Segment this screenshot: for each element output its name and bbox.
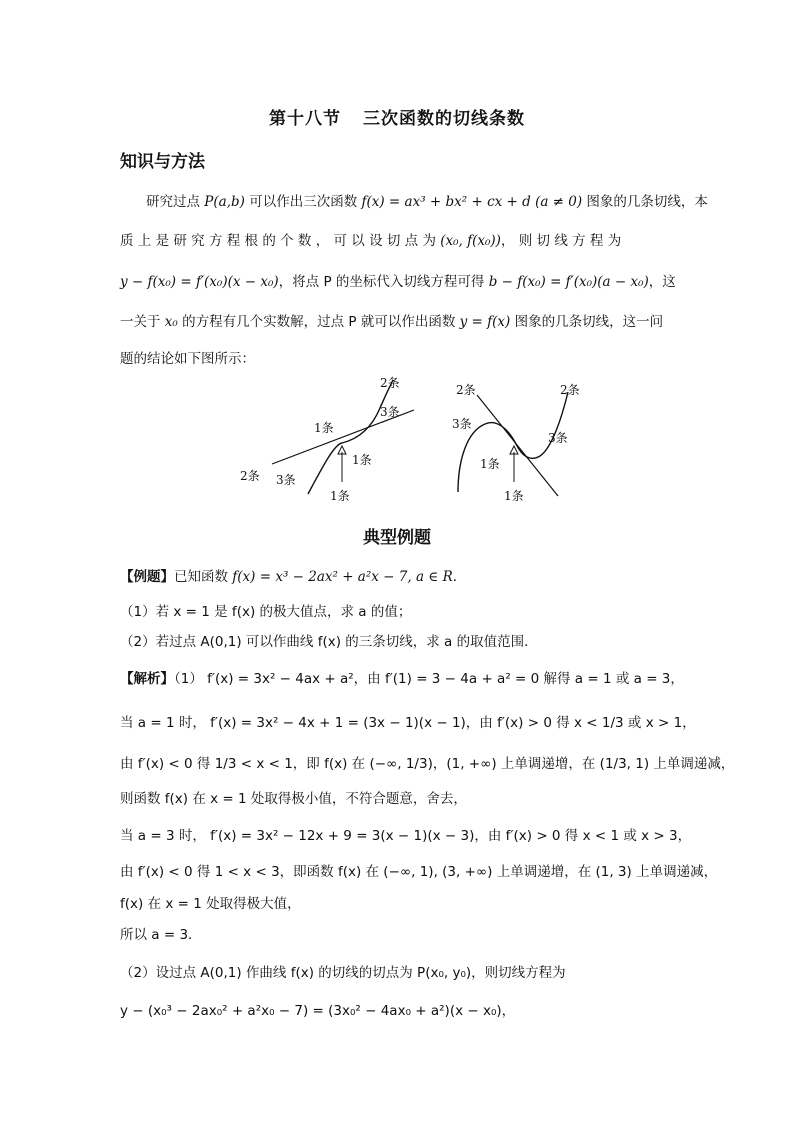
intro-math: f(x) = ax³ + bx² + cx + d (a ≠ 0) xyxy=(361,194,583,210)
left-label-upper-mid: 1条 xyxy=(314,421,334,435)
page-title xyxy=(0,104,794,129)
intro-line-4 xyxy=(120,312,676,332)
title-text: 三次函数的切线条数 xyxy=(363,109,525,129)
solution-line-9: （2）设过点 A(0,1) 作曲线 f(x) 的切线的切点为 P(x₀, y₀)，则切线方程为 xyxy=(120,965,566,981)
right-diagram xyxy=(452,383,580,503)
solution-line-7: f(x) 在 x = 1 处取得极大值， xyxy=(120,896,301,912)
intro-text: 质 上 是 研 究 方 程 根 的 个 数 ， 可 以 设 切 点 为 xyxy=(120,233,441,249)
example-head: 【例题】 xyxy=(120,569,174,585)
intro-math: y − f(x₀) = f′(x₀)(x − x₀) xyxy=(120,274,279,290)
intro-math: x₀ xyxy=(164,314,178,330)
intro-math: y = f(x) xyxy=(459,314,511,330)
right-label-top-left: 2条 xyxy=(456,383,476,397)
solution-text: （1） f′(x) = 3x² − 4ax + a²，由 f′(1) = 3 − 4a + a² = 0 解得 a = 1 或 a = 3， xyxy=(174,671,684,687)
intro-math: P(a,b) xyxy=(204,194,245,210)
section-heading-knowledge: 知识与方法 xyxy=(120,152,205,172)
example-text: 已知函数 xyxy=(174,569,233,585)
left-cubic-curve xyxy=(308,380,393,494)
section-heading-examples: 典型例题 xyxy=(363,528,431,548)
left-label-bottom: 1条 xyxy=(330,489,350,503)
right-label-bottom: 1条 xyxy=(504,489,524,503)
intro-line-1 xyxy=(146,192,708,212)
solution-line-5: 当 a = 3 时， f′(x) = 3x² − 12x + 9 = 3(x − 1)(x − 3)，由 f′(x) > 0 得 x < 1 或 x > 3， xyxy=(120,828,692,844)
intro-text: 图象的几条切线，本 xyxy=(582,194,708,210)
example-math: f(x) = x³ − 2ax² + a²x − 7, a ∈ R xyxy=(232,569,453,585)
intro-text: 一关于 xyxy=(120,314,165,330)
left-label-lower-left: 3条 xyxy=(276,473,296,487)
intro-text: 图象的几条切线，这一问 xyxy=(510,314,664,330)
right-label-top-right: 2条 xyxy=(560,383,580,397)
intro-line-3 xyxy=(120,272,676,292)
solution-line-4: 则函数 f(x) 在 x = 1 处取得极小值，不符合题意，舍去， xyxy=(120,791,467,807)
left-label-lower-right: 1条 xyxy=(352,453,372,467)
intro-math: (x₀, f(x₀)) xyxy=(440,233,501,249)
solution-head: 【解析】 xyxy=(120,671,174,687)
intro-line-2 xyxy=(120,231,676,251)
intro-text: ，将点 P 的坐标代入切线方程可得 xyxy=(278,274,489,290)
intro-line-5: 题的结论如下图所示： xyxy=(120,351,255,367)
intro-text: 可以作出三次函数 xyxy=(244,194,362,210)
left-label-top-right: 2条 xyxy=(380,376,400,390)
example-question-1: （1）若 x = 1 是 f(x) 的极大值点，求 a 的值； xyxy=(120,604,412,620)
left-diagram xyxy=(240,376,414,503)
right-label-left: 3条 xyxy=(452,417,472,431)
intro-text: 研究过点 xyxy=(146,194,205,210)
solution-line-6: 由 f′(x) < 0 得 1 < x < 3，即函数 f(x) 在 (−∞, 1), (3, +∞) 上单调递增，在 (1, 3) 上单调递减， xyxy=(120,864,718,880)
intro-text: ， 则 切 线 方 程 为 xyxy=(500,233,622,249)
left-label-right: 3条 xyxy=(380,405,400,419)
right-label-mid-left: 1条 xyxy=(480,457,500,471)
tangent-count-figure xyxy=(230,372,610,504)
right-label-right: 3条 xyxy=(548,431,568,445)
solution-line-2: 当 a = 1 时， f′(x) = 3x² − 4x + 1 = (3x − 1)(x − 1)，由 f′(x) > 0 得 x < 1/3 或 x > 1， xyxy=(120,715,696,731)
example-text: ． xyxy=(452,569,467,585)
title-section-number: 第十八节 xyxy=(269,109,341,129)
solution-line-10: y − (x₀³ − 2ax₀² + a²x₀ − 7) = (3x₀² − 4ax₀ + a²)(x − x₀)， xyxy=(120,1003,516,1019)
solution-line-1 xyxy=(120,669,684,689)
solution-line-8: 所以 a = 3． xyxy=(120,927,202,943)
example-question-2: （2）若过点 A(0,1) 可以作曲线 f(x) 的三条切线，求 a 的取值范围． xyxy=(120,634,538,650)
example-statement xyxy=(120,567,676,587)
intro-math: b − f(x₀) = f′(x₀)(a − x₀) xyxy=(488,274,649,290)
intro-text: 的方程有几个实数解，过点 P 就可以作出函数 xyxy=(177,314,460,330)
left-label-left: 2条 xyxy=(240,469,260,483)
solution-line-3: 由 f′(x) < 0 得 1/3 < x < 1，即 f(x) 在 (−∞, 1/3)，(1, +∞) 上单调递增，在 (1/3, 1) 上单调递减， xyxy=(120,756,735,772)
intro-text: ，这 xyxy=(648,274,676,290)
